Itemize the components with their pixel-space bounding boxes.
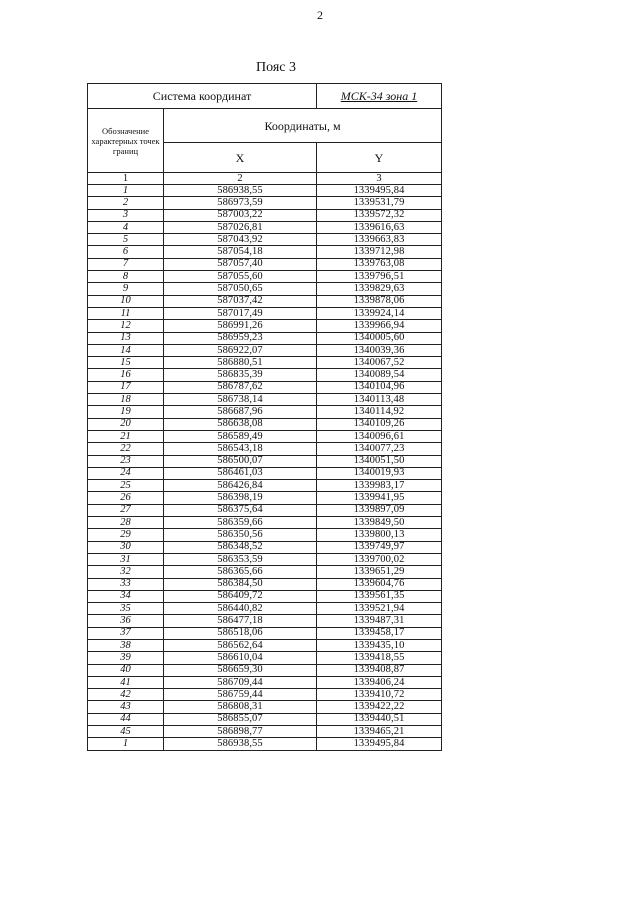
x-value: 587054,18	[164, 246, 317, 258]
table-row	[88, 652, 442, 664]
column-index-1: 1	[88, 173, 164, 185]
column-index-2: 2	[164, 173, 317, 185]
table-row	[88, 603, 442, 615]
table-row	[88, 566, 442, 578]
y-value: 1340109,26	[317, 418, 442, 430]
y-value: 1339408,87	[317, 664, 442, 676]
y-value: 1340067,52	[317, 357, 442, 369]
point-number: 33	[88, 578, 164, 590]
x-value: 587050,65	[164, 283, 317, 295]
table-row	[88, 185, 442, 197]
table-row	[88, 443, 442, 455]
x-value: 586353,59	[164, 553, 317, 565]
x-value: 586610,04	[164, 652, 317, 664]
table-row	[88, 467, 442, 479]
y-value: 1339495,84	[317, 185, 442, 197]
table-row	[88, 578, 442, 590]
table-row	[88, 283, 442, 295]
y-value: 1339440,51	[317, 713, 442, 725]
point-number: 39	[88, 652, 164, 664]
point-number: 9	[88, 283, 164, 295]
x-value: 586477,18	[164, 615, 317, 627]
point-number: 37	[88, 627, 164, 639]
coordinates-table-body	[88, 84, 442, 751]
point-number: 8	[88, 271, 164, 283]
point-number: 2	[88, 197, 164, 209]
table-row	[88, 258, 442, 270]
table-row	[88, 271, 442, 283]
point-number: 31	[88, 553, 164, 565]
table-row	[88, 726, 442, 738]
x-value: 586348,52	[164, 541, 317, 553]
point-number: 36	[88, 615, 164, 627]
x-value: 586759,44	[164, 689, 317, 701]
y-value: 1340096,61	[317, 430, 442, 442]
table-row	[88, 701, 442, 713]
x-value: 586375,64	[164, 504, 317, 516]
point-number: 43	[88, 701, 164, 713]
y-value: 1339941,95	[317, 492, 442, 504]
zone-title: Пояс 3	[256, 60, 296, 75]
table-row	[88, 455, 442, 467]
x-value: 586589,49	[164, 430, 317, 442]
system-label: Система координат	[88, 84, 317, 109]
table-row	[88, 357, 442, 369]
point-number: 11	[88, 307, 164, 319]
point-number: 27	[88, 504, 164, 516]
point-number: 32	[88, 566, 164, 578]
table-row	[88, 492, 442, 504]
table-row	[88, 553, 442, 565]
table-row	[88, 689, 442, 701]
x-value: 586709,44	[164, 676, 317, 688]
x-value: 587057,40	[164, 258, 317, 270]
x-value: 587037,42	[164, 295, 317, 307]
table-row	[88, 738, 442, 750]
point-number: 44	[88, 713, 164, 725]
y-value: 1339663,83	[317, 234, 442, 246]
table-row	[88, 529, 442, 541]
table-row	[88, 369, 442, 381]
table-row	[88, 676, 442, 688]
point-number: 22	[88, 443, 164, 455]
x-value: 586384,50	[164, 578, 317, 590]
y-value: 1339829,63	[317, 283, 442, 295]
y-value: 1339410,72	[317, 689, 442, 701]
point-number: 6	[88, 246, 164, 258]
point-number: 30	[88, 541, 164, 553]
point-number: 29	[88, 529, 164, 541]
table-row	[88, 639, 442, 651]
x-value: 586738,14	[164, 394, 317, 406]
y-value: 1339849,50	[317, 517, 442, 529]
y-value: 1339651,29	[317, 566, 442, 578]
y-value: 1339700,02	[317, 553, 442, 565]
y-value: 1339878,06	[317, 295, 442, 307]
y-value: 1340051,50	[317, 455, 442, 467]
y-value: 1339712,98	[317, 246, 442, 258]
x-value: 586959,23	[164, 332, 317, 344]
x-value: 586426,84	[164, 480, 317, 492]
table-row	[88, 430, 442, 442]
table-row	[88, 590, 442, 602]
y-value: 1339800,13	[317, 529, 442, 541]
x-value: 587003,22	[164, 209, 317, 221]
point-number: 15	[88, 357, 164, 369]
x-value: 587026,81	[164, 221, 317, 233]
table-row	[88, 517, 442, 529]
table-row	[88, 307, 442, 319]
x-value: 586898,77	[164, 726, 317, 738]
point-number: 34	[88, 590, 164, 602]
x-value: 586973,59	[164, 197, 317, 209]
x-value: 586350,56	[164, 529, 317, 541]
table-row	[88, 246, 442, 258]
point-number: 14	[88, 344, 164, 356]
point-number: 4	[88, 221, 164, 233]
x-value: 586409,72	[164, 590, 317, 602]
table-row	[88, 344, 442, 356]
table-row	[88, 713, 442, 725]
y-value: 1339521,94	[317, 603, 442, 615]
x-value: 586518,06	[164, 627, 317, 639]
y-value: 1339435,10	[317, 639, 442, 651]
x-value: 586398,19	[164, 492, 317, 504]
table-row	[88, 480, 442, 492]
system-value: МСК-34 зона 1	[317, 84, 442, 109]
coords-header: Координаты, м	[164, 109, 442, 143]
x-value: 586461,03	[164, 467, 317, 479]
x-value: 586991,26	[164, 320, 317, 332]
point-number: 38	[88, 639, 164, 651]
point-number: 5	[88, 234, 164, 246]
table-row	[88, 295, 442, 307]
point-number: 21	[88, 430, 164, 442]
x-header: X	[164, 143, 317, 173]
column-index-row	[88, 173, 442, 185]
y-value: 1339763,08	[317, 258, 442, 270]
y-value: 1340113,48	[317, 394, 442, 406]
table-row	[88, 541, 442, 553]
point-number: 19	[88, 406, 164, 418]
table-row	[88, 320, 442, 332]
point-number: 17	[88, 381, 164, 393]
x-value: 586659,30	[164, 664, 317, 676]
y-value: 1339966,94	[317, 320, 442, 332]
point-number: 20	[88, 418, 164, 430]
x-value: 586880,51	[164, 357, 317, 369]
y-value: 1340039,36	[317, 344, 442, 356]
table-row	[88, 394, 442, 406]
point-number: 24	[88, 467, 164, 479]
point-number: 23	[88, 455, 164, 467]
y-value: 1339418,55	[317, 652, 442, 664]
table-row	[88, 209, 442, 221]
table-row	[88, 332, 442, 344]
x-value: 586938,55	[164, 185, 317, 197]
y-value: 1339487,31	[317, 615, 442, 627]
y-header: Y	[317, 143, 442, 173]
point-number: 3	[88, 209, 164, 221]
table-row	[88, 418, 442, 430]
point-number: 26	[88, 492, 164, 504]
x-value: 586359,66	[164, 517, 317, 529]
point-number: 1	[88, 738, 164, 750]
point-number: 18	[88, 394, 164, 406]
x-value: 586543,18	[164, 443, 317, 455]
point-number: 28	[88, 517, 164, 529]
y-value: 1339458,17	[317, 627, 442, 639]
y-value: 1339465,21	[317, 726, 442, 738]
point-number: 12	[88, 320, 164, 332]
point-number: 10	[88, 295, 164, 307]
point-number: 25	[88, 480, 164, 492]
x-value: 587017,49	[164, 307, 317, 319]
table-row	[88, 197, 442, 209]
x-value: 586365,66	[164, 566, 317, 578]
x-value: 586922,07	[164, 344, 317, 356]
x-value: 586500,07	[164, 455, 317, 467]
coords-header-row	[88, 109, 442, 143]
table-row	[88, 406, 442, 418]
point-number: 7	[88, 258, 164, 270]
table-row	[88, 627, 442, 639]
y-value: 1339604,76	[317, 578, 442, 590]
x-value: 586787,62	[164, 381, 317, 393]
x-value: 586440,82	[164, 603, 317, 615]
y-value: 1340005,60	[317, 332, 442, 344]
point-number: 45	[88, 726, 164, 738]
y-value: 1340114,92	[317, 406, 442, 418]
point-number: 13	[88, 332, 164, 344]
y-value: 1339531,79	[317, 197, 442, 209]
y-value: 1339561,35	[317, 590, 442, 602]
x-value: 586638,08	[164, 418, 317, 430]
point-number: 42	[88, 689, 164, 701]
x-value: 586687,96	[164, 406, 317, 418]
table-row	[88, 234, 442, 246]
x-value: 586835,39	[164, 369, 317, 381]
x-value: 586938,55	[164, 738, 317, 750]
point-number: 1	[88, 185, 164, 197]
system-row	[88, 84, 442, 109]
page-number: 2	[317, 8, 323, 22]
x-value: 587043,92	[164, 234, 317, 246]
point-number: 41	[88, 676, 164, 688]
y-value: 1339572,32	[317, 209, 442, 221]
table-row	[88, 664, 442, 676]
table-row	[88, 381, 442, 393]
y-value: 1340104,96	[317, 381, 442, 393]
designation-header: Обозначение характерных точек границ	[88, 109, 164, 173]
y-value: 1339983,17	[317, 480, 442, 492]
x-value: 586855,07	[164, 713, 317, 725]
y-value: 1339749,97	[317, 541, 442, 553]
y-value: 1339796,51	[317, 271, 442, 283]
y-value: 1339897,09	[317, 504, 442, 516]
x-value: 587055,60	[164, 271, 317, 283]
x-value: 586808,31	[164, 701, 317, 713]
point-number: 16	[88, 369, 164, 381]
table-row	[88, 221, 442, 233]
y-value: 1339924,14	[317, 307, 442, 319]
table-row	[88, 504, 442, 516]
table-row	[88, 615, 442, 627]
x-value: 586562,64	[164, 639, 317, 651]
y-value: 1340077,23	[317, 443, 442, 455]
y-value: 1339616,63	[317, 221, 442, 233]
y-value: 1340019,93	[317, 467, 442, 479]
y-value: 1339406,24	[317, 676, 442, 688]
y-value: 1339422,22	[317, 701, 442, 713]
y-value: 1340089,54	[317, 369, 442, 381]
point-number: 35	[88, 603, 164, 615]
y-value: 1339495,84	[317, 738, 442, 750]
point-number: 40	[88, 664, 164, 676]
coordinates-table	[87, 83, 442, 751]
column-index-3: 3	[317, 173, 442, 185]
